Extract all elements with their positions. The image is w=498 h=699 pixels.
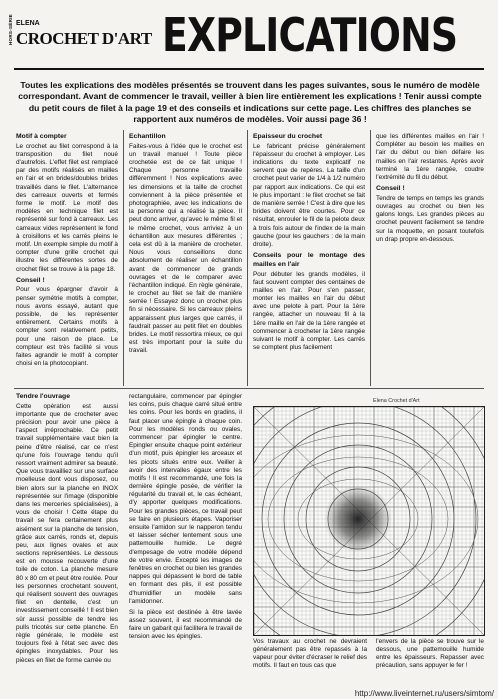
page-title: EXPLICATIONS [162,8,458,62]
column-suite [376,133,484,247]
column-divider [247,130,248,386]
section-divider [14,388,484,389]
blocking-board-photo [253,406,485,636]
header-rule [14,68,484,70]
text-tendre: Cette opération est aussi importante que de crocheter avec précision pour avoir une pièce à l'aspect irréprochable. Ce petit travail supplémentaire vaut bien la peine d'être réalisé, car ce n'est qu'une fois l'ouvrage tendu qu'il ressort vraiment admirer sa beauté. Que vous travailliez sur une surface moelleuse dont vous disposez, ou bien alors sur la planche en INOX représentée sur l'image (disponible dans les merceries spécialisées), à vous de choisir ! Cette étape du travail se fera certainement plus aisément sur la planche de tension, grâce aux carrés, ronds et, depuis peu, aux lignes ovales et aux sections représentées. Le dessous est en mousse recouverte d'une toile de coton. La planche mesure 80 x 80 cm et peut être roulée. Pour les personnes crochetant souvent, qui réalisent souvent des ouvrages filet en dentelle, c'est un investissement conseillé ! Il est bien sûr aussi possible de tendre les pulls tricotés sur cette planche. En règle générale, le modèle est toujours fixé à l'état sec avec des épingles inoxydables. Pour les pièces en filet de forme carrée ou [16,402,118,664]
column-divider [123,130,124,386]
brand-name: ELENA [16,20,40,27]
text-echantillon: Faites-vous à l'idée que le crochet est un travail manuel ! Toute pièce crochetée est de ce fait unique ! Chaque personne travaille différemment ! Nos explications avec les dimensions et la taille de crochet conviennent à la pièce présentée et photographiée, avec les indications de la personne qui a réalisé la pièce. Il peut donc arriver, qu'avec le même fil et le même crochet, vous arriviez à un échantillon aux mesures différentes ; cela est dû à la manière de crocheter. Nous vous conseillons donc absolument de réaliser un échantillon avant de commencer de grands ouvrages et de le comparer avec l'échantillon indiqué. En règle générale, le crochet au filet se fait de manière serrée ! Essayez donc un crochet plus fin si nécessaire. Si les carreaux pleins apparaissent plus larges que carrés, il faudrait passer au petit filet en doubles brides. Le motif ressortira mieux, ce qui est très important pour la suite du travail. [129,142,242,355]
heading-motif: Motif à compter [16,133,67,140]
text-motif: Le crochet au filet correspond à la transposition du filet noué d'autrefois. L'effet filet est remplacé par des motifs réalisés en mailles en l'air et en brides/doubles brides travaillés dans le filet. L'alternance des carreaux ouverts et fermés forme le motif. Le motif des modèles en technique filet est représenté sur fond à carreaux. Les carreaux vides représentent le fond à croisillons et les carrés pleins le motif. Un exemple simple du motif à compter d'une grille crochet qui illustre les différentes sortes de crochet filet se trouve à la page 18. [16,142,118,273]
column-motif [16,133,118,371]
text-tendre-suite: rectangulaire, commencer par épingler les coins, puis chaque carré situé entre les coins. Pour les bords en gradins, il faut placer une épingle à chaque coin. Pour les modèles ronds ou ovales, commencer par épingler le centre. Epingler ensuite chaque point extérieur d'un motif, puis épingler les arceaux et les picots situés entre eux. Veiller à avoir des intervalles égaux entre les motifs ! Il est recommandé, une fois la dernière épingle posée, de vérifier la régularité du travail et, le cas échéant, d'y apporter quelques modifications. Pour les grandes pièces, ce travail peut se faire en plusieurs étapes. Vaporiser ensuite l'amidon sur le napperon tendu et laisser sécher lentement sous une pattemouille humide. Le degré d'empesage de votre modèle dépend de votre envie. Excepté les images de fenêtres en crochet ou bien les grandes nappes qui dépassent le bord de table en formant des plis, il est possible d'humidifier un modèle sans l'amidonner. [129,393,242,605]
intro-paragraph: Toutes les explications des modèles présentés se trouvent dans les pages suivantes, sous le numéro de modèle correspondant. Avant de commencer le travail, veiller à bien lire entièrement les explications ! Tenir aussi compte du petit cours de filet à la page 19 et des conseils et indications sur cette page. Les chiffres des planches se rapportent aux numéros de modèles. Voir aussi page 36 ! [18,80,482,125]
grid-credit: Elena Crochet d'Art [373,398,420,404]
caption-right: l'envers de la pièce se trouve sur le dessous, une pattemouille humide entre les épaisseurs. Repasser avec précaution, sans appuyer le fer ! [376,638,484,670]
caption-left: Vos travaux au crochet ne devraient généralement pas être repassés à la vapeur pour éviter d'écraser le relief des motifs. Il faut en tous cas que [253,638,367,670]
heading-conseil: Conseil ! [16,276,45,284]
column-tendre-suite [129,393,242,645]
heading-conseil-2: Conseil ! [376,185,405,193]
text-montage: Pour débuter les grands modèles, il faut souvent compter des centaines de mailles en l'air. Pour s'en passer, monter les mailles en l'air du début avec une pelote à part. Pour la 1ère rangée, attacher un nouveau fil à la 1ère maille en l'air de la 1ère rangée et commencer à crocheter la 1ère rangée suivant le motif à compter. Les carrés se comptent plus facilement [253,270,365,352]
column-tendre [16,393,118,668]
header-side-label: HORS-SÉRIE [8,14,13,46]
heading-epaisseur: Epaisseur du crochet [253,133,323,140]
watermark-url: http://www.liveinternet.ru/users/simtom/ [354,689,494,698]
heading-echantillon: Echantillon [129,133,166,140]
magazine-title: CROCHET D'ART [16,29,152,48]
blocking-board-grid [254,407,484,635]
text-conseil: Pour vous épargner d'avoir à penser symétrie motifs à compter, nous avons essayé, autant que possible, de les représenter entièrement. Certains motifs à compter sont relativement petits, pour une raison de place. Le compteur est très facilité si vous faites agrandir le motif à compter choisi en la photocopiant. [16,286,118,368]
column-epaisseur [253,133,365,355]
heading-tendre: Tendre l'ouvrage [16,393,70,400]
text-suite: que les différentes mailles en l'air ! Compléter au besoin les mailles en l'air du début ou bien défaire les mailles en l'air restantes. Après avoir terminé la 1ère rangée, coudre l'extrémité du fil du début. [376,133,484,181]
text-conseil-2: Tendre de temps en temps les grands ouvrages au crochet ou bien les galons longs. Les grandes pièces au crochet peuvent facilement se tendre sur la moquette, en posant toutefois un drap propre en-dessous. [376,194,484,243]
text-epaisseur: Le fabricant précise généralement l'épaisseur du crochet à employer. Les indications du texte explicatif ne servent que de repères. La taille d'un crochet peut varier de 1/4 à 1/2 numéro par rapport aux indications. Ce qui est le plus important : le filet crochet se fait de manière serrée ! C'est à dire que les brides doivent être courtes. Pour ce résultat, enrouler le fil de la pelote deux à trois fois autour de l'index de la main gauche (pour les gauchers : de la main droite). [253,142,365,248]
column-divider [370,130,371,386]
text-gabarit: Si la pièce est destinée à être lavée assez souvent, il est recommandé de faire un gabarit qui facilitera le travail de tension avec les épingles. [129,608,242,641]
column-echantillon [129,133,242,359]
heading-montage: Conseils pour le montage des mailles en l'air [253,252,365,268]
